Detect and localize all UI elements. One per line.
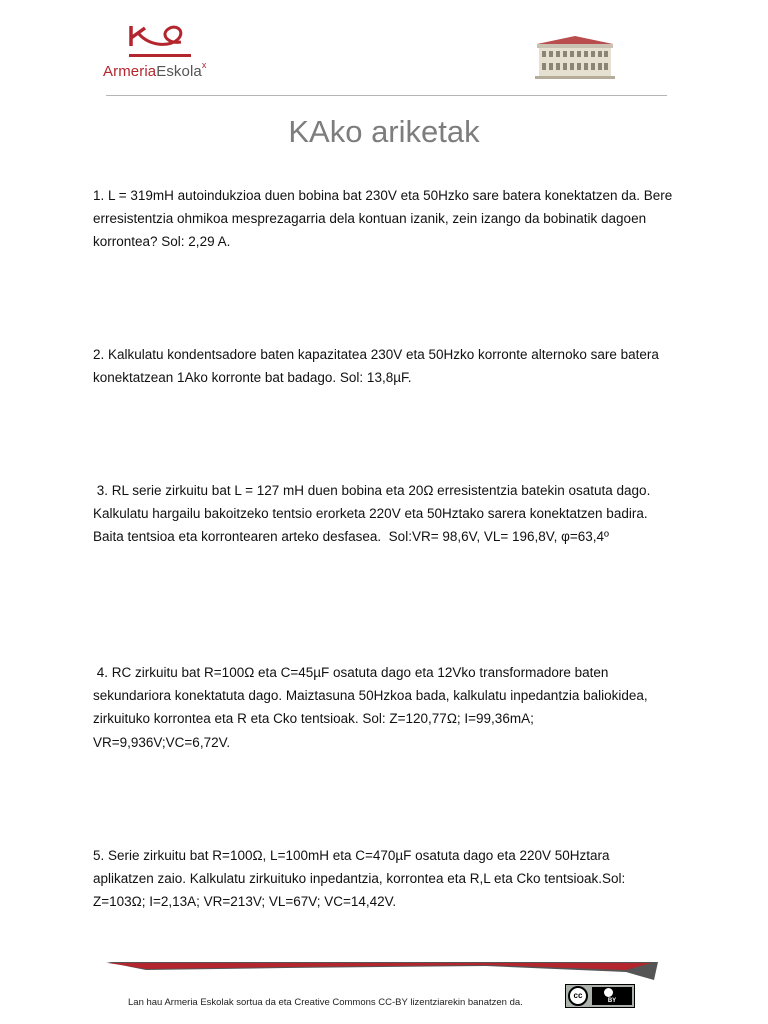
logo-wordmark: [103, 62, 206, 80]
exercise-5: 5. Serie zirkuitu bat R=100Ω, L=100mH eta C=470µF osatuta dago eta 220V 50Hztara aplikatzen zaio. Kalkulatu zirkuituko inpedantzia, korrontea eta R,L eta Cko tentsioak.Sol: Z=103Ω; I=2,13A; VR=213V; VL=67V; VC=14,42V.: [93, 848, 626, 910]
footer-decorative-band: [106, 960, 658, 982]
logo-suffix: x: [201, 60, 207, 70]
logo-mark-icon: [125, 24, 197, 62]
exercise-4: 4. RC zirkuitu bat R=100Ω eta C=45µF osatuta dago eta 12Vko transformadore baten sekundariora konektatuta dago. Maiztasuna 50Hzkoa bada, kalkulatu inpedantzia baliokidea, zirkuituko korrontea eta R eta Cko tentsioak. Sol: Z=120,77Ω; I=99,36mA; VR=9,936V;VC=6,72V.: [93, 665, 652, 750]
page-header: [0, 0, 768, 100]
exercise-1: 1. L = 319mH autoindukzioa duen bobina bat 230V eta 50Hzko sare batera konektatzen da. Bere erresistentzia ohmikoa mesprezagarria dela kontuan izanik, zein izango da bobinatik dagoen korrontea? Sol: 2,29 A.: [93, 188, 673, 250]
page-title: KAko ariketak: [288, 114, 480, 149]
cc-by-label: BY: [607, 998, 617, 1004]
logo-part-eskola: Eskola: [156, 63, 202, 80]
creative-commons-icon: cc: [568, 986, 588, 1006]
armeria-eskola-logo: [103, 24, 233, 84]
cc-by-panel: [592, 987, 632, 1005]
building-icon: [533, 34, 617, 82]
exercise-2: 2. Kalkulatu kondentsadore baten kapazitatea 230V eta 50Hzko korronte alternoko sare batera konektatzean 1Ako korronte bat badago. Sol: 13,8µF.: [93, 347, 659, 386]
logo-part-armeria: Armeria: [103, 63, 157, 80]
exercise-3: 3. RL serie zirkuitu bat L = 127 mH duen bobina eta 20Ω erresistentzia batekin osatuta dago. Kalkulatu hargailu bakoitzeko tentsio erorketa 220V eta 50Hztako sarera konektatzen badira. Baita tentsioa eta korrontearen arteko desfasea. Sol:VR= 98,6V, VL= 196,8V, φ=63,4º: [93, 483, 655, 545]
creative-commons-by-icon: [604, 988, 613, 997]
creative-commons-badge[interactable]: [565, 984, 635, 1008]
footer-license-text: Lan hau Armeria Eskolak sortua da eta Creative Commons CC-BY lizentziarekin banatzen da.: [128, 997, 523, 1008]
header-divider: [106, 95, 667, 96]
